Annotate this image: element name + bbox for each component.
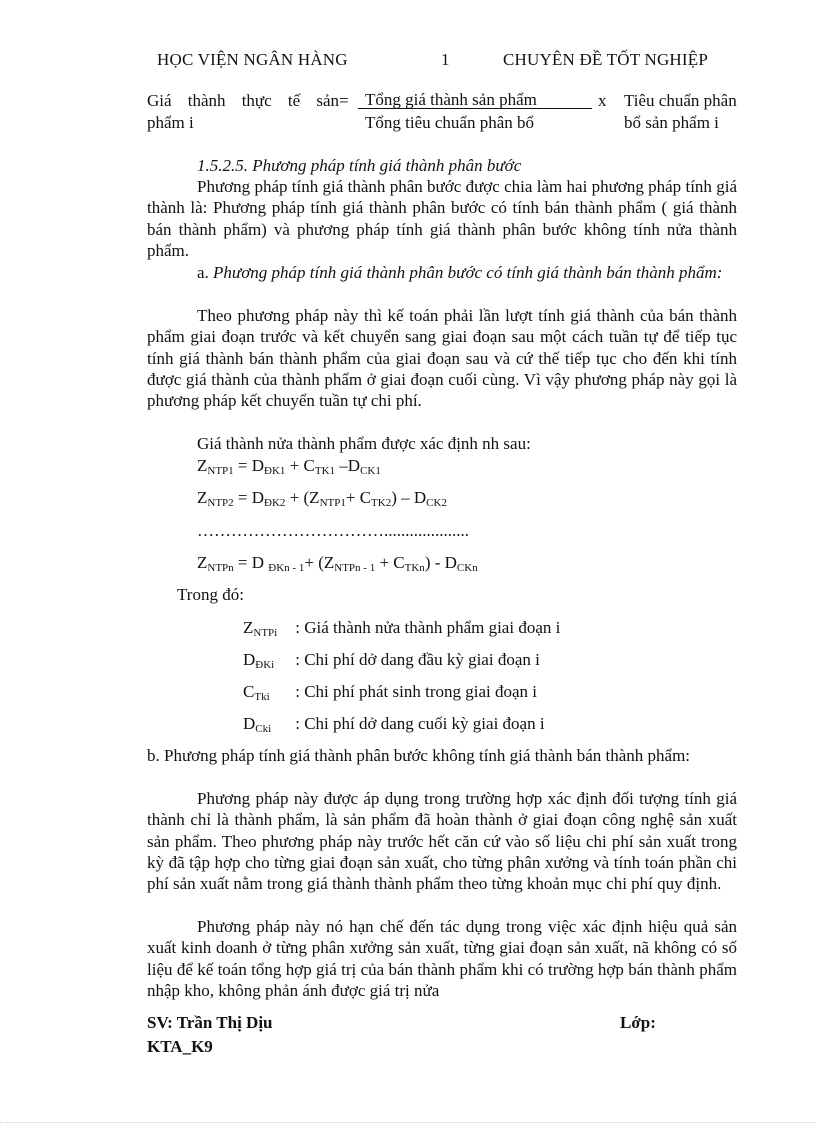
formula-lhs-line2: phẩm i	[147, 113, 194, 132]
equation-2: $Z_{NTP2} = D_{ĐK2} + (Z_{NTP1}+ C_{TK2}) - D_{CK2}$	[197, 488, 447, 509]
formula-intro: Giá thành nửa thành phẩm được xác định nh sau:	[197, 434, 531, 453]
paragraph-b2: Phương pháp này nó hạn chế đến tác dụng trong việc xác định hiệu quả sản xuất kinh doanh ở từng phân xưởng sản xuất, từng giai đoạn sản xuất, nã không có số liệu để kế toán tổng hợp giá trị của bán thành phẩm khi có trường hợp bán thành phẩm nhập kho, không phản ánh được giá trị nửa	[147, 917, 737, 1000]
equation-ellipsis: ……………………………....................	[197, 521, 469, 540]
footer-student: SV: Trần Thị Dịu	[147, 1013, 273, 1032]
formula-numerator: Tổng giá thành sản phẩm	[365, 90, 537, 109]
formula-times: x	[598, 91, 607, 110]
equation-n: $Z_{NTPn} = D$ $_{ĐKn - 1}+ (Z_{NTPn - 1} + C_{TKn}) - D_{CKn}$	[197, 553, 478, 574]
header-document-type: CHUYÊN ĐỀ TỐT NGHIỆP	[503, 50, 709, 69]
header-page-number: 1	[441, 50, 450, 69]
footer-class-code: KTA_K9	[147, 1037, 213, 1056]
definition-z-ntpi: $Z_{NTPi}$ : Giá thành nửa thành phẩm giai đoạn i	[243, 618, 561, 639]
subsection-a-label: a.	[197, 263, 209, 282]
subsection-a	[147, 262, 737, 283]
formula-equals: =	[339, 91, 349, 110]
header-institution: HỌC VIỆN NGÂN HÀNG	[157, 50, 348, 69]
definition-c-tki: $C_{Tki}$ : Chi phí phát sinh trong giai đoạn i	[243, 682, 538, 703]
where-label: Trong đó:	[177, 585, 244, 604]
section-title: 1.5.2.5. Phương pháp tính giá thành phân bước	[197, 156, 522, 175]
definition-d-cki: $D_{Cki}$ : Chi phí dở dang cuối kỳ giai đoạn i	[243, 714, 545, 735]
definition-d-dki: $D_{ĐKi}$ : Chi phí dở dang đầu kỳ giai đoạn i	[243, 650, 540, 671]
equation-1: $Z_{NTP1} = D_{ĐK1} + C_{TK1}$ $-D_{CK1}$	[197, 456, 381, 477]
paragraph-intro: Phương pháp tính giá thành phân bước được chia làm hai phương pháp tính giá thành là: Phương pháp tính giá thành phân bước có tính bán thành phẩm ( giá thành bán thành phẩm) và phương pháp tính giá thành phân bước không tính nửa thành phẩm.	[147, 177, 737, 260]
paragraph-b1: Phương pháp này được áp dụng trong trường hợp xác định đối tượng tính giá thành chỉ là thành phẩm, là sản phẩm đã hoàn thành ở giai đoạn công nghệ sản xuất sản phẩm. Theo phương pháp này trước hết căn cứ vào số liệu chi phí sản xuất trong kỳ đã tập hợp cho từng giai đoạn sản xuất, cho từng phân xưởng và tính toán phần chi phí sản xuất nằm trong giá thành thành phẩm theo từng khoản mục chi phí quy định.	[147, 789, 737, 894]
formula-rhs-line1: Tiêu chuẩn phân	[624, 91, 737, 110]
formula-lhs-line1: Giá thành thực tế sản	[147, 91, 339, 110]
paragraph-a: Theo phương pháp này thì kế toán phải lần lượt tính giá thành của bán thành phẩm giai đoạn trước và kết chuyển sang giai đoạn sau một cách tuần tự để tiếp tục tính giá thành bán thành phẩm của giai đoạn sau và cứ thế tiếp tục cho đến khi tính được giá thành của thành phẩm ở giai đoạn cuối cùng. Vì vậy phương pháp này gọi là phương pháp kết chuyển tuần tự chi phí.	[147, 306, 737, 411]
subsection-a-title: Phương pháp tính giá thành phân bước có tính giá thành bán thành phẩm:	[213, 263, 723, 282]
formula-rhs-line2: bổ sản phẩm i	[624, 113, 719, 132]
subsection-b-title: b. Phương pháp tính giá thành phân bước không tính giá thành bán thành phẩm:	[147, 746, 691, 765]
footer-class-label: Lớp:	[620, 1013, 656, 1032]
formula-denominator: Tổng tiêu chuẩn phân bổ	[365, 113, 535, 132]
fraction-bar	[358, 108, 592, 109]
